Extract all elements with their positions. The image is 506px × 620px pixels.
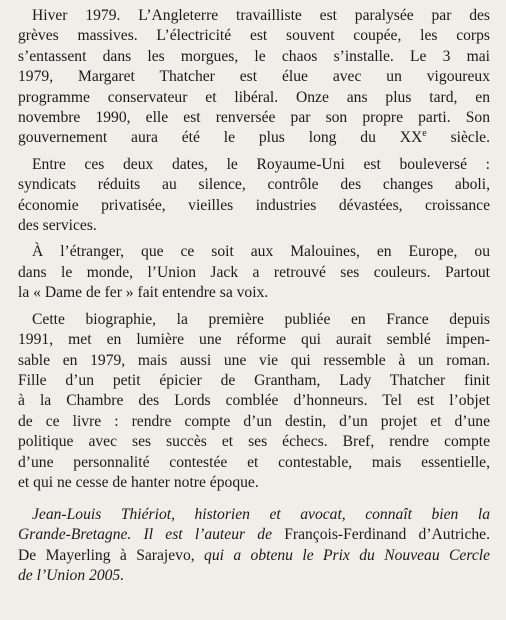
text-line: 1979, Margaret Thatcher est élue avec un vigoureux [18, 68, 490, 86]
text-line: dans le monde, l’Union Jack a retrouvé ses couleurs. Partout [18, 263, 490, 281]
text-line: et qui ne cesse de hanter notre époque. [18, 473, 259, 491]
text-line: À l’étranger, que ce soit aux Malouines, en Europe, ou [32, 243, 490, 261]
text-line: s’entassent dans les morgues, le chaos s’installe. Le 3 mai [18, 47, 490, 65]
text-line: Hiver 1979. L’Angleterre travailliste est paralysée par des [32, 7, 490, 24]
text-fragment: gouvernement aura été le plus long du XX [18, 129, 423, 147]
paragraph-4 [18, 310, 490, 494]
text-line: sable en 1979, mais aussi une vie qui ressemble à un roman. [18, 351, 490, 369]
paragraph-1 [18, 6, 490, 149]
text-line: Entre ces deux dates, le Royaume-Uni est bouleversé : [32, 155, 490, 173]
text-line: d’une personnalité contestée et contestable, mais essentielle, [18, 453, 490, 471]
text-line [18, 128, 490, 148]
bio-line: Jean-Louis Thiériot, historien et avocat, connaît bien la [32, 506, 490, 523]
text-line: syndicats réduits au silence, contrôle des changes aboli, [18, 176, 490, 194]
text-line: Fille d’un petit épicier de Grantham, Lady Thatcher finit [18, 371, 490, 389]
text-line: la « Dame de fer » fait entendre sa voix. [18, 284, 269, 302]
text-line: à la Chambre des Lords comblée d’honneurs. Tel est l’objet [18, 392, 490, 410]
text-line: des services. [18, 217, 97, 235]
text-line: grèves massives. L’électricité est souvent coupée, les corps [18, 27, 490, 45]
text-line: Cette biographie, la première publiée en France depuis [32, 310, 490, 328]
bio-fragment: qui a obtenu le Prix du Nouveau Cercle [194, 546, 490, 564]
book-title: De Mayerling à Sarajevo, [18, 546, 195, 564]
text-fragment: siècle. [426, 129, 491, 147]
text-line: économie privatisée, vieilles industries dévastées, croissance [18, 196, 490, 214]
text-line: de ce livre : rendre compte d’un destin, d’un projet et d’une [18, 412, 490, 430]
bio-fragment: Grande-Bretagne. Il est l’auteur de [18, 526, 285, 544]
paragraph-3 [18, 242, 490, 303]
bio-line [18, 525, 490, 545]
text-line: programme conservateur et libéral. Onze ans plus tard, en [18, 88, 490, 106]
text-line: novembre 1990, elle est renversée par son propre parti. Son [18, 109, 490, 127]
text-line: 1991, met en lumière une réforme qui aurait semblé impen- [18, 331, 490, 349]
book-title: François-Ferdinand d’Autriche. [284, 526, 491, 544]
text-line: politique avec ses succès et ses échecs. Bref, rendre compte [18, 433, 490, 451]
paragraph-2 [18, 155, 490, 237]
bio-line [18, 546, 490, 566]
author-bio [18, 505, 490, 587]
bio-line: de l’Union 2005. [18, 567, 125, 585]
superscript: e [422, 128, 427, 140]
